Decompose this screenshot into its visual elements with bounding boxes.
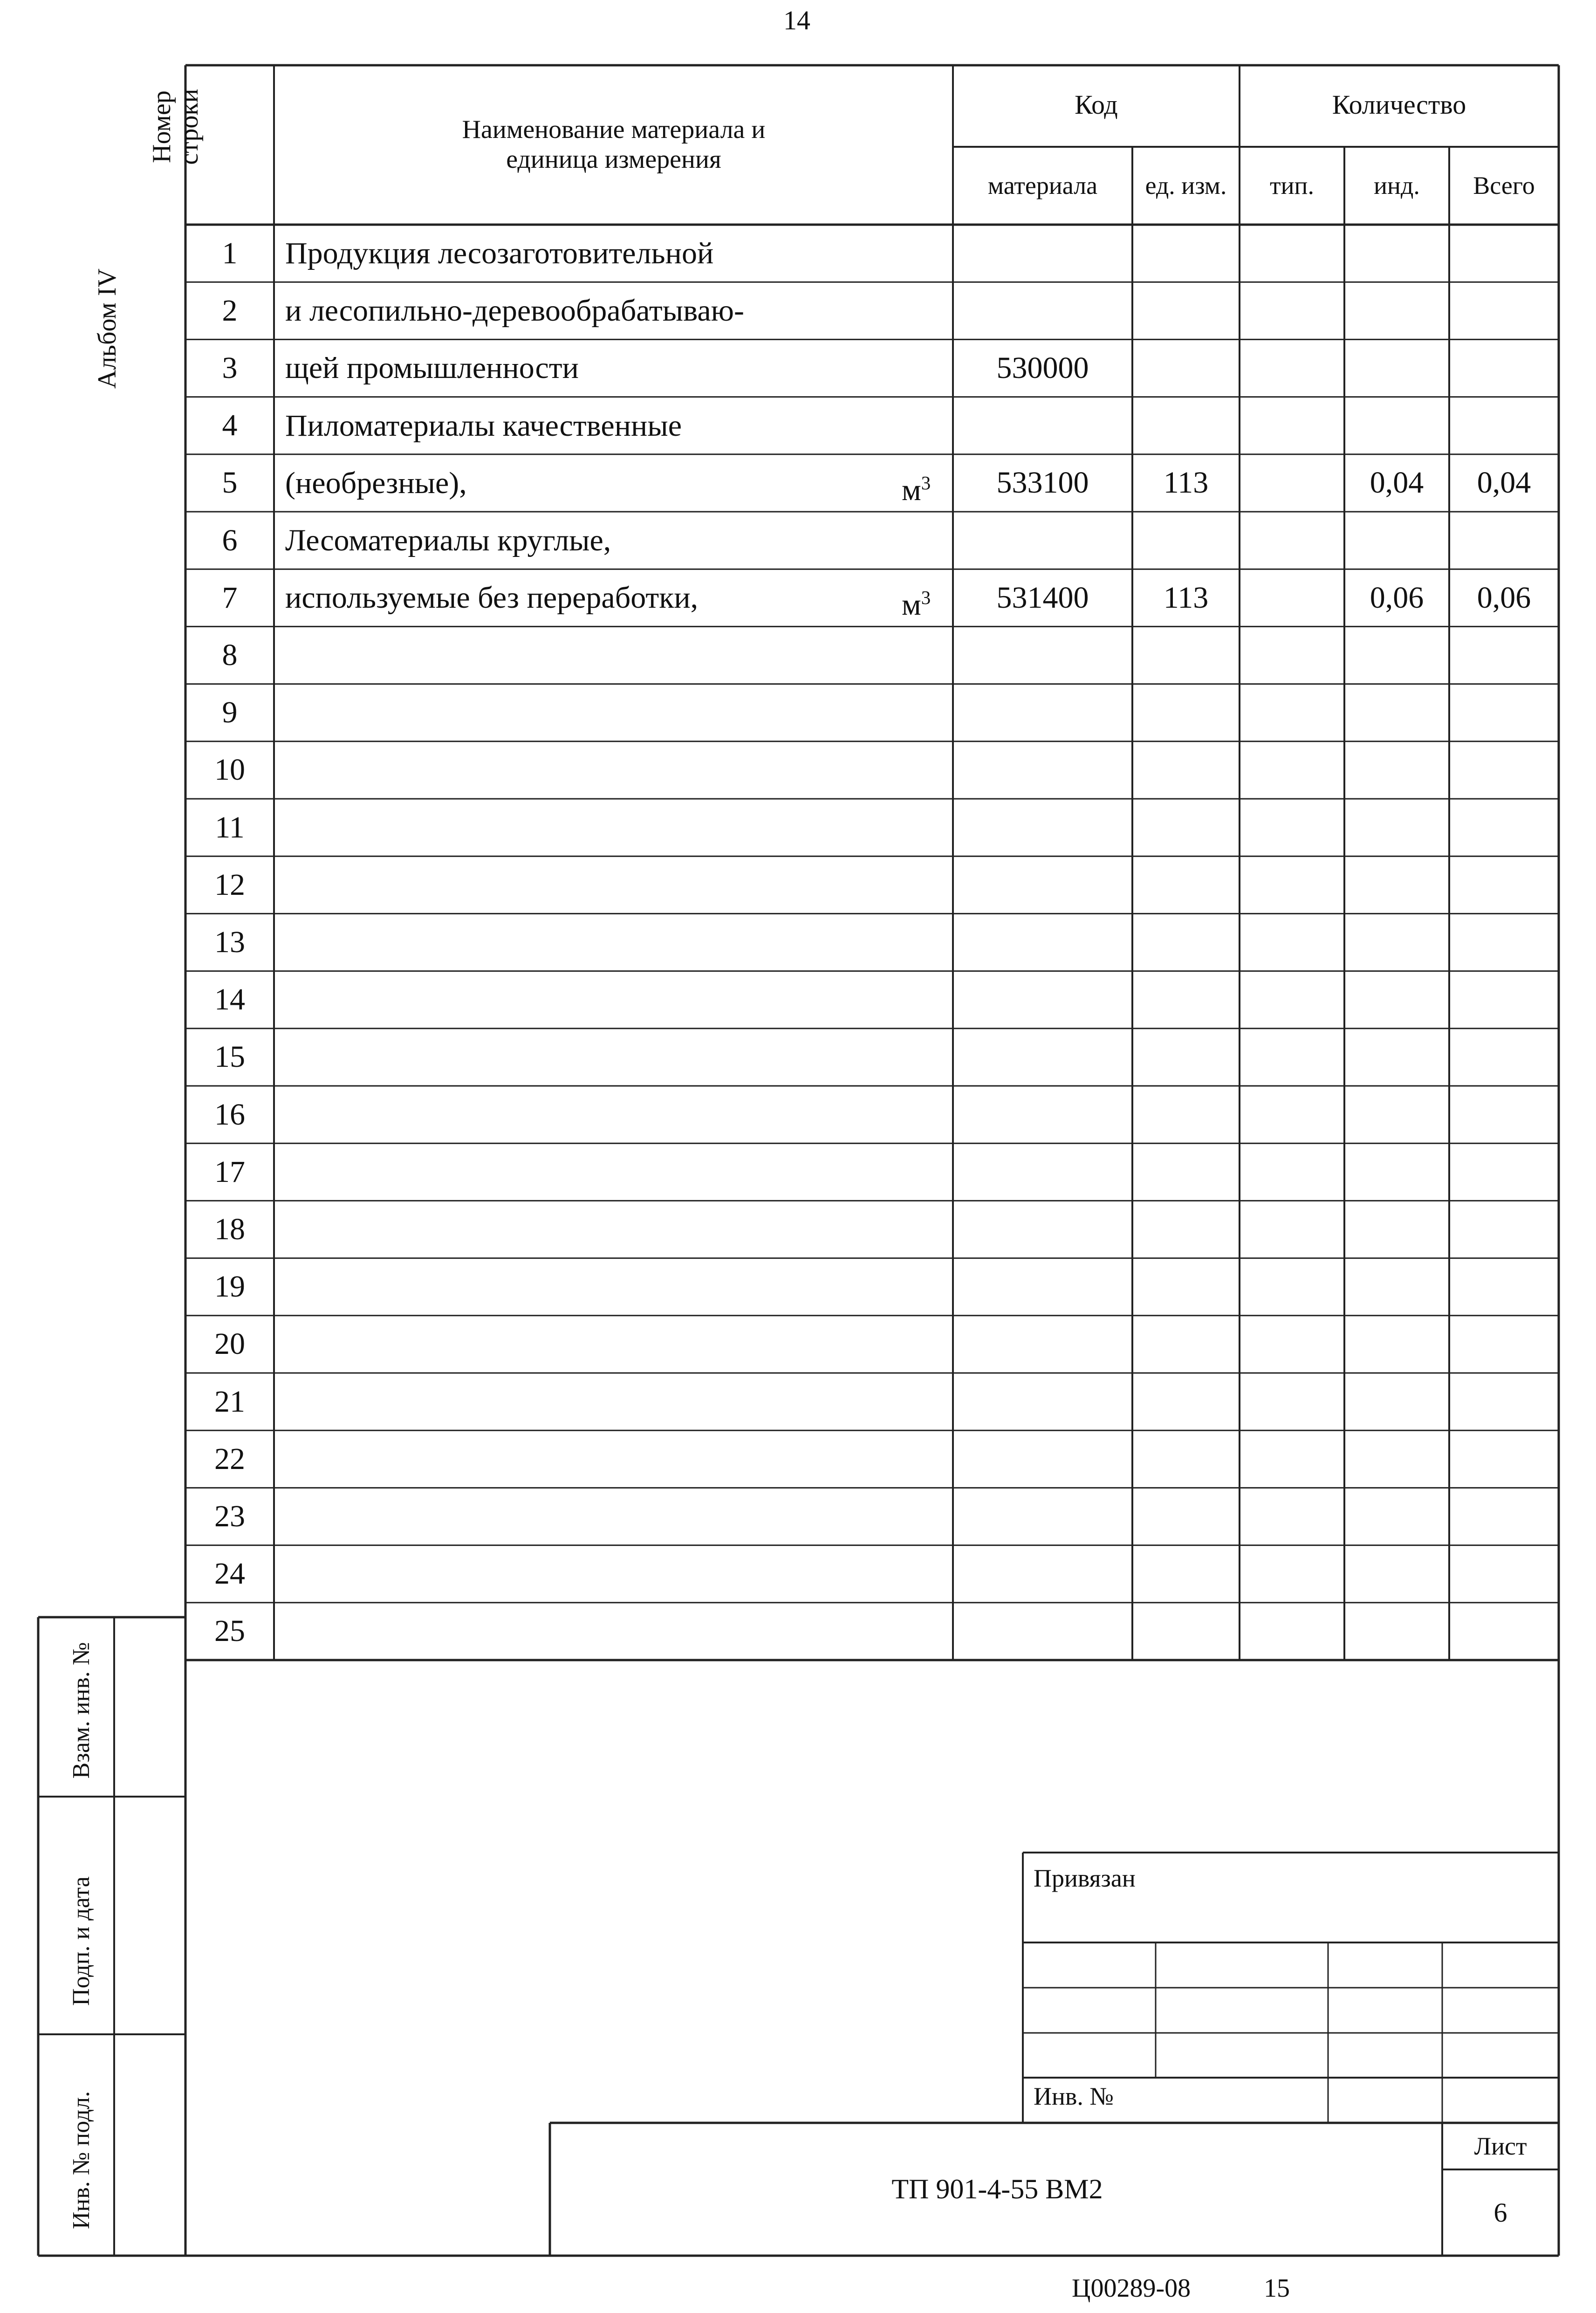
qty-ind: [1344, 1029, 1449, 1086]
qty-total: [1449, 913, 1559, 971]
material-code: 531400: [996, 580, 1089, 615]
material-name: используемые без переработки,: [285, 581, 699, 615]
row-number: 13: [214, 925, 245, 959]
qty-type: [1240, 913, 1344, 971]
unit-code: [1132, 1603, 1240, 1660]
qty-total: 0,06: [1477, 580, 1531, 615]
material-name: Пиломатериалы качественные: [285, 408, 682, 443]
row-number: 7: [222, 580, 238, 615]
qty-total: [1449, 1488, 1559, 1545]
material-code: [953, 741, 1132, 799]
qty-total: 0,04: [1477, 466, 1531, 500]
privyazan-label: Привязан: [1034, 1864, 1136, 1892]
material-code: [953, 1373, 1132, 1430]
row-number: 4: [222, 408, 238, 443]
qty-ind: [1344, 1603, 1449, 1660]
qty-ind: [1344, 1258, 1449, 1316]
footer-page: 15: [1264, 2274, 1290, 2303]
material-code: [953, 1316, 1132, 1373]
row-number: 19: [214, 1270, 245, 1304]
qty-ind: [1344, 971, 1449, 1029]
footer-code: Ц00289-08: [1072, 2274, 1191, 2303]
qty-ind: [1344, 225, 1449, 282]
qty-type: [1240, 1316, 1344, 1373]
qty-ind: 0,06: [1370, 580, 1424, 615]
qty-ind: [1344, 799, 1449, 856]
material-code: [953, 856, 1132, 913]
qty-ind: [1344, 1086, 1449, 1143]
row-number: 5: [222, 466, 238, 500]
qty-total: [1449, 512, 1559, 569]
qty-total: [1449, 971, 1559, 1029]
row-number: 8: [222, 638, 238, 672]
qty-type: [1240, 225, 1344, 282]
qty-type: [1240, 1545, 1344, 1603]
qty-total: [1449, 397, 1559, 454]
material-code: [953, 1488, 1132, 1545]
material-code: [953, 913, 1132, 971]
page-number: 14: [783, 5, 810, 35]
qty-type: [1240, 856, 1344, 913]
qty-ind: [1344, 856, 1449, 913]
row-number: 20: [214, 1327, 245, 1361]
unit-code: [1132, 856, 1240, 913]
qty-type: [1240, 799, 1344, 856]
material-code: [953, 1201, 1132, 1258]
qty-type: [1240, 1488, 1344, 1545]
qty-total: [1449, 1086, 1559, 1143]
qty-ind: [1344, 1488, 1449, 1545]
material-code: [953, 1143, 1132, 1201]
qty-total: [1449, 684, 1559, 741]
qty-type: [1240, 1258, 1344, 1316]
material-code: [953, 1545, 1132, 1603]
qty-total: [1449, 1143, 1559, 1201]
qty-ind: [1344, 684, 1449, 741]
unit-code: 113: [1163, 466, 1209, 500]
material-name: Продукция лесозаготовительной: [285, 236, 714, 270]
material-code: [953, 1258, 1132, 1316]
unit-label: [902, 569, 931, 626]
unit-code: [1132, 1143, 1240, 1201]
row-number: 10: [214, 753, 245, 787]
header-code-material: материала: [987, 171, 1098, 199]
unit-code: [1132, 282, 1240, 339]
qty-type: [1240, 1086, 1344, 1143]
qty-ind: [1344, 913, 1449, 971]
material-code: [953, 512, 1132, 569]
qty-ind: [1344, 626, 1449, 684]
material-code: [953, 799, 1132, 856]
row-number: 3: [222, 350, 238, 385]
material-code: [953, 1086, 1132, 1143]
qty-total: [1449, 1373, 1559, 1430]
qty-type: [1240, 282, 1344, 339]
material-name: (необрезные),: [285, 466, 467, 500]
unit-code: [1132, 626, 1240, 684]
material-code: [953, 1029, 1132, 1086]
qty-total: [1449, 741, 1559, 799]
row-number: 11: [215, 810, 245, 844]
row-number: 1: [222, 236, 238, 270]
material-code: [953, 397, 1132, 454]
album-label: Альбом IV: [93, 268, 122, 389]
unit-code: [1132, 1258, 1240, 1316]
unit-code: [1132, 512, 1240, 569]
qty-ind: [1344, 741, 1449, 799]
unit-base: м: [902, 588, 921, 622]
qty-total: [1449, 856, 1559, 913]
qty-ind: [1344, 282, 1449, 339]
unit-code: [1132, 1373, 1240, 1430]
material-name: Лесоматериалы круглые,: [285, 523, 611, 557]
qty-ind: [1344, 1316, 1449, 1373]
qty-type: [1240, 684, 1344, 741]
unit-label: [902, 454, 931, 512]
unit-code: [1132, 1201, 1240, 1258]
unit-code: 113: [1163, 580, 1209, 615]
unit-exponent: 3: [921, 587, 931, 609]
qty-type: [1240, 1201, 1344, 1258]
qty-ind: [1344, 1430, 1449, 1488]
qty-total: [1449, 1201, 1559, 1258]
stamp-vzam-inv: Взам. инв. №: [68, 1642, 95, 1779]
header-row-number: [134, 48, 218, 206]
document-code: ТП 901-4-55 ВМ2: [891, 2174, 1103, 2204]
unit-code: [1132, 1545, 1240, 1603]
qty-type: [1240, 1143, 1344, 1201]
unit-code: [1132, 1316, 1240, 1373]
header-name-label: Наименование материала и единица измерения: [462, 115, 766, 174]
header-row-number-label: Номер строки: [147, 89, 204, 165]
qty-type: [1240, 454, 1344, 512]
qty-type: [1240, 1603, 1344, 1660]
qty-ind: [1344, 397, 1449, 454]
qty-total: [1449, 225, 1559, 282]
qty-total: [1449, 799, 1559, 856]
unit-code: [1132, 741, 1240, 799]
unit-code: [1132, 913, 1240, 971]
unit-code: [1132, 397, 1240, 454]
material-name: щей промышленности: [285, 351, 579, 385]
material-code: [953, 225, 1132, 282]
row-number: 6: [222, 523, 238, 557]
qty-total: [1449, 1258, 1559, 1316]
row-number: 18: [214, 1212, 245, 1246]
qty-ind: [1344, 1373, 1449, 1430]
material-name: и лесопильно-деревообрабатываю-: [285, 294, 744, 328]
material-code: 530000: [996, 350, 1089, 385]
material-code: [953, 1603, 1132, 1660]
stamp-podp-data: Подп. и дата: [68, 1876, 95, 2006]
unit-code: [1132, 971, 1240, 1029]
row-number: 23: [214, 1499, 245, 1533]
qty-total: [1449, 339, 1559, 397]
qty-ind: [1344, 339, 1449, 397]
header-qty-group: Количество: [1332, 89, 1466, 120]
qty-ind: 0,04: [1370, 466, 1424, 500]
material-code: [953, 282, 1132, 339]
qty-ind: [1344, 1545, 1449, 1603]
qty-type: [1240, 971, 1344, 1029]
qty-ind: [1344, 1201, 1449, 1258]
header-qty-ind: инд.: [1374, 171, 1420, 199]
sheet-label: Лист: [1474, 2132, 1527, 2160]
qty-type: [1240, 626, 1344, 684]
header-qty-type: тип.: [1270, 171, 1314, 199]
header-name: [276, 65, 952, 224]
qty-type: [1240, 1430, 1344, 1488]
row-number: 24: [214, 1557, 245, 1591]
unit-code: [1132, 339, 1240, 397]
qty-type: [1240, 512, 1344, 569]
row-number: 22: [214, 1441, 245, 1476]
unit-code: [1132, 225, 1240, 282]
header-qty-total: Всего: [1473, 171, 1535, 199]
row-number: 12: [214, 867, 245, 902]
qty-total: [1449, 1029, 1559, 1086]
unit-code: [1132, 1086, 1240, 1143]
qty-total: [1449, 1316, 1559, 1373]
qty-total: [1449, 282, 1559, 339]
stamp-inv-podl: Инв. № подл.: [68, 2091, 95, 2230]
qty-type: [1240, 397, 1344, 454]
row-number: 25: [214, 1614, 245, 1648]
qty-total: [1449, 626, 1559, 684]
qty-type: [1240, 1373, 1344, 1430]
row-number: 14: [214, 982, 245, 1017]
material-code: [953, 684, 1132, 741]
unit-base: м: [902, 473, 921, 507]
qty-type: [1240, 339, 1344, 397]
qty-total: [1449, 1430, 1559, 1488]
qty-ind: [1344, 512, 1449, 569]
qty-type: [1240, 569, 1344, 626]
qty-total: [1449, 1603, 1559, 1660]
row-number: 9: [222, 695, 238, 730]
row-number: 21: [214, 1384, 245, 1419]
qty-ind: [1344, 1143, 1449, 1201]
qty-total: [1449, 1545, 1559, 1603]
material-code: [953, 1430, 1132, 1488]
inv-no-label: Инв. №: [1034, 2082, 1114, 2110]
unit-code: [1132, 1029, 1240, 1086]
material-code: 533100: [996, 466, 1089, 500]
qty-type: [1240, 741, 1344, 799]
header-code-group: Код: [1075, 89, 1118, 120]
sheet-number: 6: [1493, 2197, 1507, 2228]
material-code: [953, 971, 1132, 1029]
row-number: 16: [214, 1097, 245, 1132]
row-number: 17: [214, 1154, 245, 1189]
material-code: [953, 626, 1132, 684]
header-code-unit: ед. изм.: [1145, 171, 1227, 199]
row-number: 15: [214, 1040, 245, 1074]
unit-code: [1132, 799, 1240, 856]
unit-code: [1132, 684, 1240, 741]
unit-exponent: 3: [921, 472, 931, 494]
unit-code: [1132, 1430, 1240, 1488]
unit-code: [1132, 1488, 1240, 1545]
row-number: 2: [222, 293, 238, 328]
qty-type: [1240, 1029, 1344, 1086]
